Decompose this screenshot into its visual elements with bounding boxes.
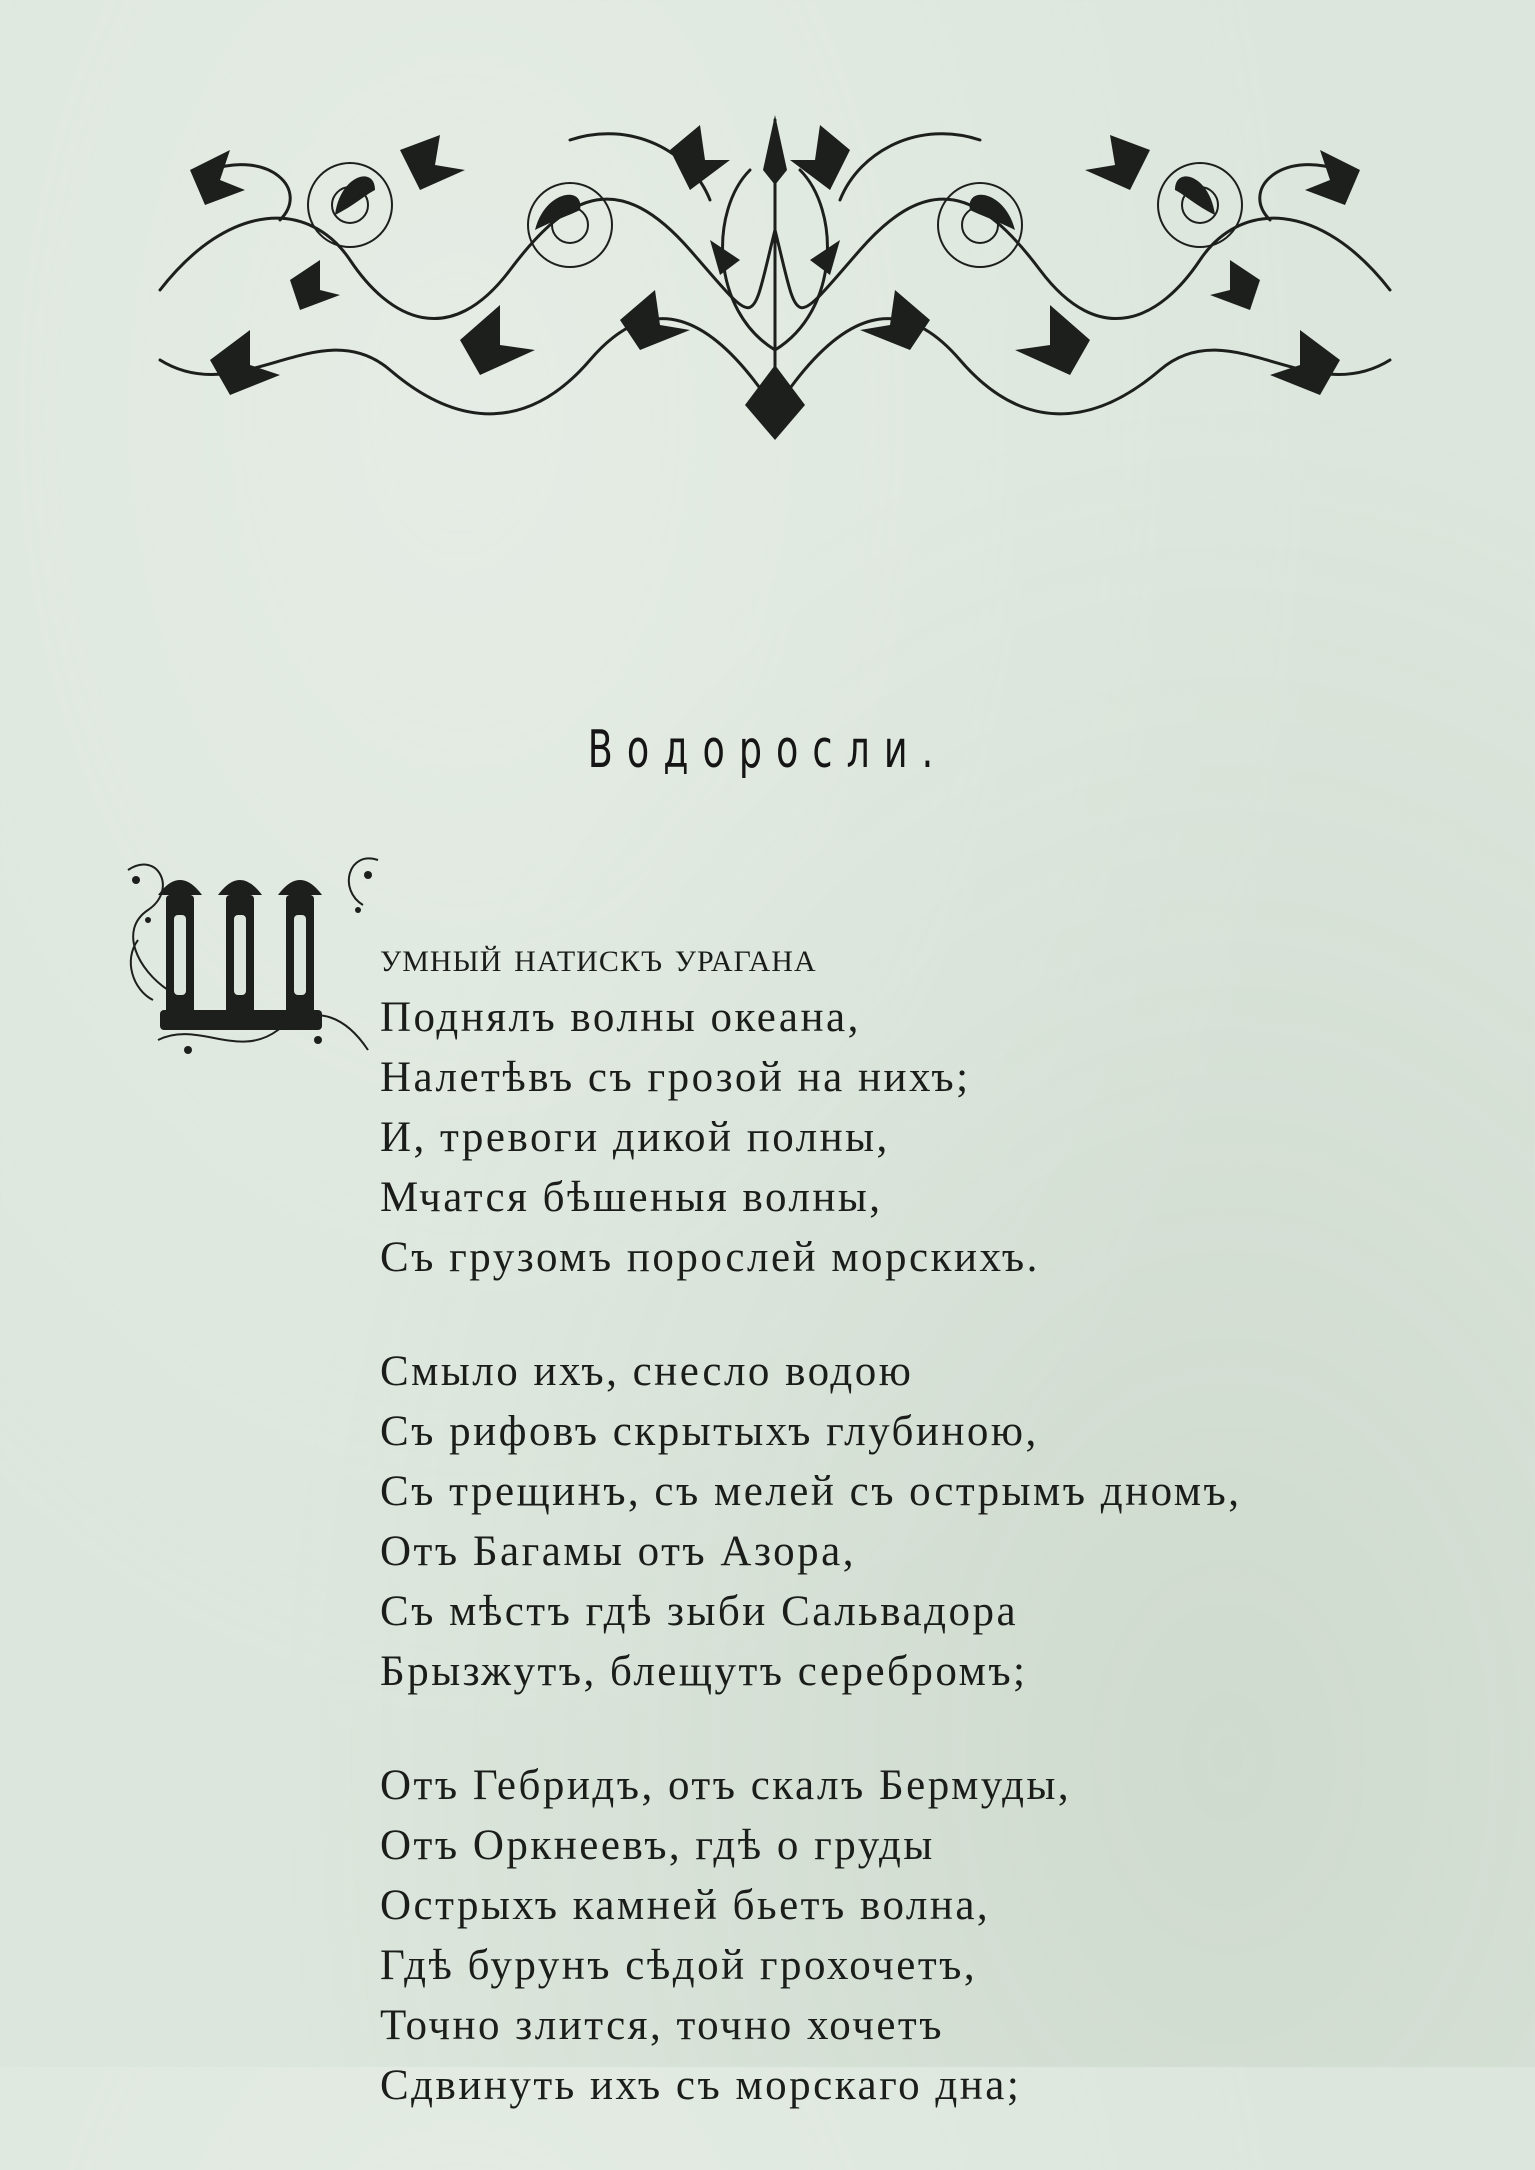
poem-line: Смыло ихъ, снесло водою — [380, 1348, 914, 1395]
floral-ornament-icon — [150, 110, 1400, 440]
poem-line: Отъ Гебридъ, отъ скалъ Бермуды, — [380, 1762, 1072, 1809]
poem-title: Водоросли. — [587, 720, 948, 780]
decorated-initial-icon — [118, 837, 388, 1080]
dropcap-letter: Ш — [118, 837, 135, 854]
poem-line: Съ рифовъ скрытыхъ глубиною, — [380, 1408, 1039, 1455]
poem-line: умный натискъ урагана — [380, 934, 817, 981]
poem-line: Отъ Оркнеевъ, гдѣ о груды — [380, 1822, 935, 1869]
poem-line: Отъ Багамы отъ Азора, — [380, 1528, 857, 1575]
poem-line: Острыхъ камней бьетъ волна, — [380, 1882, 991, 1929]
stanza-3 — [380, 1756, 1480, 2116]
poem-line: Налетѣвъ съ грозой на нихъ; — [380, 1054, 971, 1101]
poem-line: Поднялъ волны океана, — [380, 994, 861, 1041]
poem-line: Съ мѣстъ гдѣ зыби Сальвадора — [380, 1588, 1019, 1635]
poem-line: Съ трещинъ, съ мелей съ острымъ дномъ, — [380, 1468, 1242, 1515]
poem-line: Гдѣ бурунъ сѣдой грохочетъ, — [380, 1942, 978, 1989]
poem-line: Сдвинуть ихъ съ морскаго дна; — [380, 2062, 1022, 2109]
stanza-2 — [380, 1342, 1480, 1702]
stanza-1 — [380, 928, 1480, 1288]
poem-line: Съ грузомъ порослей морскихъ. — [380, 1234, 1040, 1281]
poem-body — [380, 928, 1480, 2170]
poem-line: Мчатся бѣшеныя волны, — [380, 1174, 883, 1221]
poem-line: И, тревоги дикой полны, — [380, 1114, 890, 1161]
poem-line: Брызжутъ, блещутъ серебромъ; — [380, 1648, 1028, 1695]
poem-line: Точно злится, точно хочетъ — [380, 2002, 944, 2049]
